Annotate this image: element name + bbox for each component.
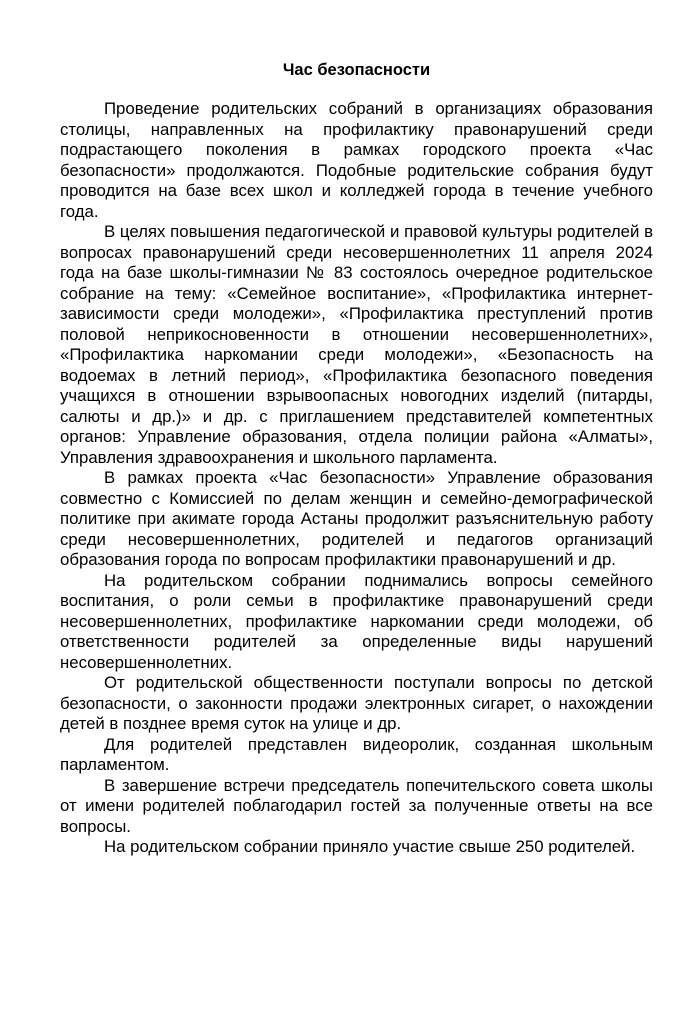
document-title: Час безопасности	[282, 61, 431, 79]
paragraph-project-continuation: В рамках проекта «Час безопасности» Управление образования совместно с Комиссией по делам женщин и семейно-демографической политике при акимате города Астаны продолжит разъяснительную работу среди несовершеннолетних, родителей и педагогов организаций образования города по вопросам профилактики правонарушений и др.	[60, 468, 653, 569]
paragraph-closing: В завершение встречи председатель попечительского совета школы от имени родителей поблагодарил гостей за полученные ответы на все вопросы.	[60, 775, 653, 836]
paragraph-intro: Проведение родительских собраний в организациях образования столицы, направленных на профилактику правонарушений среди подрастающего поколения в рамках городского проекта «Час безопасности» продолжаются. Подобные родительские собрания будут проводится на базе всех школ и колледжей города в течение учебного года.	[60, 99, 653, 221]
paragraph-video: Для родителей представлен видеоролик, созданная школьным парламентом.	[60, 734, 653, 774]
paragraph-meeting-topics: В целях повышения педагогической и правовой культуры родителей в вопросах правонарушений среди несовершеннолетних 11 апреля 2024 года на базе школы-гимназии № 83 состоялось очередное родительское собрание на тему: «Семейное воспитание», «Профилактика интернет-зависимости среди молодежи», «Профилактика преступлений против половой неприкосновенности в отношении несовершеннолетних», «Профилактика наркомании среди молодежи», «Безопасность на водоемах в летний период», «Профилактика безопасного поведения учащихся в отношении взрывоопасных новогодних изделий (питарды, салюты и др.)» и др. с приглашением представителей компетентных органов: Управление образования, отдела полиции района «Алматы», Управления здравоохранения и школьного парламента.	[60, 222, 653, 467]
paragraph-issues-raised: На родительском собрании поднимались вопросы семейного воспитания, о роли семьи в профилактике правонарушений среди несовершеннолетних, профилактике наркомании среди молодежи, об ответственности родителей за определенные виды нарушений несовершеннолетних.	[60, 570, 653, 672]
paragraph-attendance: На родительском собрании приняло участие свыше 250 родителей.	[104, 837, 636, 856]
paragraph-parent-questions: От родительской общественности поступали вопросы по детской безопасности, о законности продажи электронных сигарет, о нахождении детей в позднее время суток на улице и др.	[60, 673, 653, 733]
